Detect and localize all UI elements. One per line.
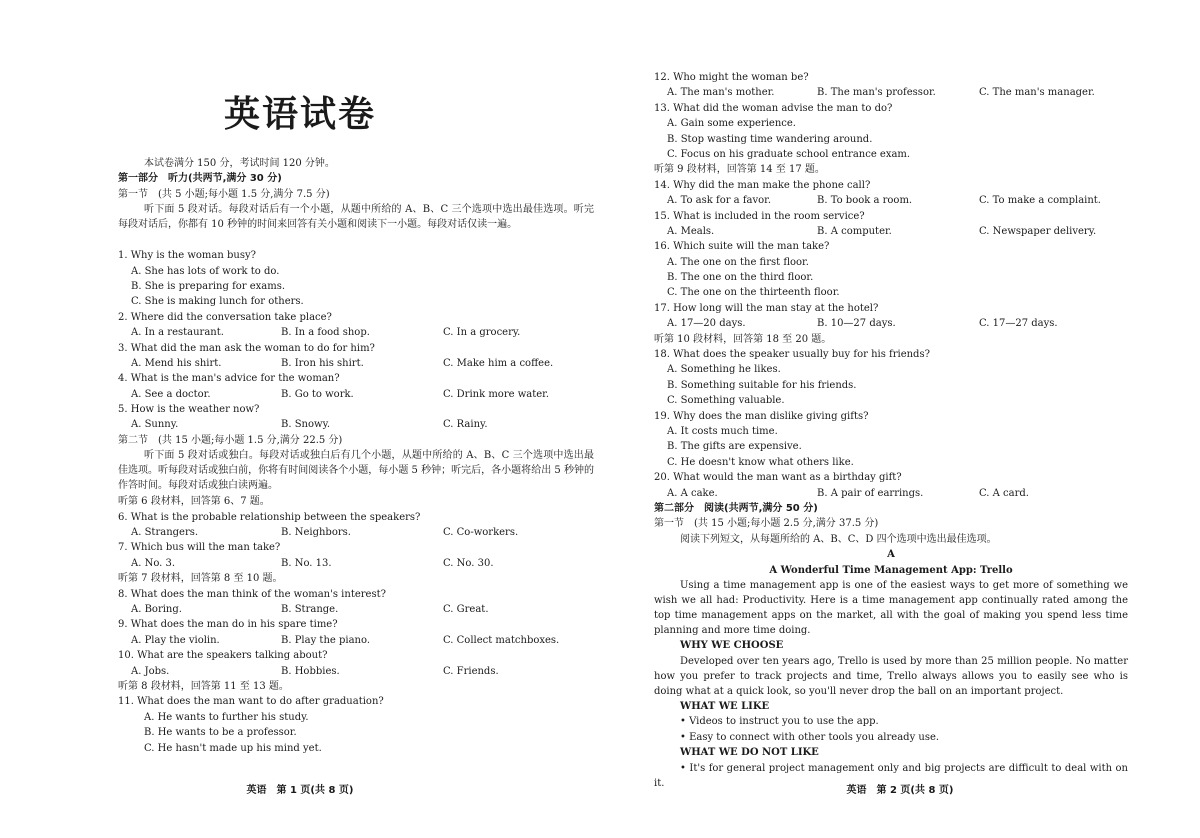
question-6: 6. What is the probable relationship between the speakers?	[118, 511, 421, 523]
options-row	[118, 325, 594, 340]
options-row	[654, 316, 1128, 331]
option: B. The one on the third floor.	[667, 272, 814, 284]
section2-instructions: 听下面 5 段对话或独白。每段对话或独白后有几个小题，从题中所给的 A、B、C 三个选项中选出最佳选项。听每段对话或独白前，你将有时间阅读各个小题，每小题 5 秒钟；听完后，各小题将给出 5 秒钟的作答时间。每段对话或独白读两遍。	[118, 450, 594, 492]
material-10: 听第 10 段材料，回答第 18 至 20 题。	[654, 333, 832, 345]
option: C. Rainy.	[443, 419, 488, 431]
option: B. Play the piano.	[281, 634, 371, 646]
option: B. 10—27 days.	[817, 318, 896, 330]
question-20: 20. What would the man want as a birthday gift?	[654, 472, 902, 484]
options-row	[654, 85, 1128, 100]
exam-page-2	[600, 0, 1200, 838]
question-16: 16. Which suite will the man take?	[654, 241, 830, 253]
passage-letter: A	[887, 549, 895, 561]
options-row	[118, 525, 594, 540]
options-row	[654, 224, 1128, 239]
option: A. The one on the first floor.	[667, 256, 809, 268]
option: A. A cake.	[667, 487, 718, 499]
question-19: 19. Why does the man dislike giving gifts?	[654, 410, 869, 422]
question-3: 3. What did the man ask the woman to do for him?	[118, 342, 375, 354]
option: B. Neighbors.	[281, 527, 351, 539]
option: C. A card.	[979, 487, 1029, 499]
heading-what-we-like: WHAT WE LIKE	[680, 700, 770, 712]
option: B. The gifts are expensive.	[667, 441, 802, 453]
passage-paragraph-2: Developed over ten years ago, Trello is used by more than 25 million people. No matter how you prefer to track projects and time, Trello always allows you to easily see who is doing what at a quick look, so you'll never drop the ball on an important project.	[654, 655, 1128, 697]
option: B. Stop wasting time wandering around.	[667, 133, 873, 145]
option: A. To ask for a favor.	[667, 195, 772, 207]
material-9: 听第 9 段材料，回答第 14 至 17 题。	[654, 164, 825, 176]
like-bullet: • Videos to instruct you to use the app.	[680, 716, 879, 728]
option: C. 17—27 days.	[979, 318, 1058, 330]
option: A. Mend his shirt.	[131, 357, 222, 369]
question-11: 11. What does the man want to do after graduation?	[118, 696, 384, 708]
dislike-bullet: • It's for general project management only and big projects are difficult to deal with on it.	[654, 762, 1128, 789]
material-7: 听第 7 段材料，回答第 8 至 10 题。	[118, 573, 283, 585]
option: A. Boring.	[131, 603, 182, 615]
like-bullet: • Easy to connect with other tools you already use.	[680, 731, 940, 743]
option: C. Great.	[443, 603, 489, 615]
option: C. No. 30.	[443, 557, 494, 569]
page-1-content	[118, 156, 594, 756]
option: C. Collect matchboxes.	[443, 634, 560, 646]
option: A. Gain some experience.	[667, 118, 796, 130]
section1-instructions: 听下面 5 段对话。每段对话后有一个小题，从题中所给的 A、B、C 三个选项中选出最佳选项。听完每段对话后，你都有 10 秒钟的时间来回答有关小题和阅读下一小题。每段对话仅读一遍。	[118, 204, 594, 231]
option: B. Snowy.	[281, 419, 331, 431]
page-footer: 英语 第 1 页(共 8 页)	[246, 785, 354, 796]
option: C. In a grocery.	[443, 327, 521, 339]
question-12: 12. Who might the woman be?	[654, 72, 809, 83]
option: A. He wants to further his study.	[144, 711, 309, 723]
question-7: 7. Which bus will the man take?	[118, 542, 281, 554]
option: A. Play the violin.	[131, 634, 220, 646]
option: C. The one on the thirteenth floor.	[667, 287, 840, 299]
options-row	[654, 193, 1128, 208]
option: B. A pair of earrings.	[817, 487, 924, 499]
option: A. The man's mother.	[667, 87, 775, 99]
option: A. Sunny.	[131, 419, 179, 431]
section2-heading: 第二节 (共 15 小题;每小题 1.5 分,满分 22.5 分)	[118, 434, 343, 446]
option: C. He hasn't made up his mind yet.	[144, 742, 322, 754]
heading-what-we-do-not-like: WHAT WE DO NOT LIKE	[680, 747, 819, 759]
option: B. In a food shop.	[281, 327, 370, 339]
option: B. To book a room.	[817, 195, 913, 207]
part1-heading: 第一部分 听力(共两节,满分 30 分)	[118, 173, 282, 185]
options-row	[118, 633, 594, 648]
question-4: 4. What is the man's advice for the woman?	[118, 373, 340, 385]
options-row	[118, 664, 594, 679]
options-row	[118, 602, 594, 617]
option: C. Co-workers.	[443, 527, 519, 539]
option: B. Strange.	[281, 603, 339, 615]
question-13: 13. What did the woman advise the man to do?	[654, 102, 893, 114]
option: C. Make him a coffee.	[443, 357, 554, 369]
option: C. He doesn't know what others like.	[667, 456, 854, 468]
question-15: 15. What is included in the room service?	[654, 210, 865, 222]
question-14: 14. Why did the man make the phone call?	[654, 179, 871, 191]
option: B. He wants to be a professor.	[144, 727, 297, 739]
options-row	[654, 486, 1128, 501]
option: C. Newspaper delivery.	[979, 225, 1097, 237]
option: A. Something he likes.	[667, 364, 781, 376]
option: C. She is making lunch for others.	[131, 296, 304, 308]
page-footer: 英语 第 2 页(共 8 页)	[846, 785, 954, 796]
option: A. Meals.	[667, 225, 715, 237]
option: A. No. 3.	[131, 557, 176, 569]
question-2: 2. Where did the conversation take place?	[118, 311, 332, 323]
option: B. A computer.	[817, 225, 892, 237]
reading-section1-heading: 第一节 (共 15 小题;每小题 2.5 分,满分 37.5 分)	[654, 518, 879, 530]
option: A. See a doctor.	[131, 388, 211, 400]
option: B. Hobbies.	[281, 665, 340, 677]
heading-why-we-choose: WHY WE CHOOSE	[680, 640, 784, 652]
option: C. Friends.	[443, 665, 499, 677]
option: C. Something valuable.	[667, 395, 785, 407]
options-row	[118, 387, 594, 402]
material-8: 听第 8 段材料，回答第 11 至 13 题。	[118, 680, 289, 692]
page-2-content	[654, 70, 1128, 791]
exam-title: 英语试卷	[223, 94, 376, 135]
option: C. Drink more water.	[443, 388, 550, 400]
option: B. The man's professor.	[817, 87, 936, 99]
passage-paragraph-1: Using a time management app is one of the easiest ways to get more of something we wish we all had: Productivity. Here is a time management app continually rated among the top time management apps on the market, all with the goal of making you spend less time planning and more time doing.	[654, 579, 1128, 637]
option: C. Focus on his graduate school entrance exam.	[667, 148, 911, 160]
option: B. No. 13.	[281, 557, 332, 569]
options-row	[118, 417, 594, 432]
option: C. The man's manager.	[979, 87, 1095, 99]
question-1: 1. Why is the woman busy?	[118, 250, 256, 262]
material-6: 听第 6 段材料，回答第 6、7 题。	[118, 496, 270, 508]
part2-heading: 第二部分 阅读(共两节,满分 50 分)	[654, 502, 818, 514]
section1-heading: 第一节 (共 5 小题;每小题 1.5 分,满分 7.5 分)	[118, 188, 330, 200]
option: A. Strangers.	[131, 527, 199, 539]
option: A. 17—20 days.	[667, 318, 746, 330]
option: A. In a restaurant.	[131, 327, 224, 339]
question-10: 10. What are the speakers talking about?	[118, 650, 328, 662]
option: B. She is preparing for exams.	[131, 280, 286, 292]
question-5: 5. How is the weather now?	[118, 404, 260, 416]
question-9: 9. What does the man do in his spare time?	[118, 619, 338, 631]
option: B. Something suitable for his friends.	[667, 379, 857, 391]
options-row	[118, 356, 594, 371]
question-8: 8. What does the man think of the woman's interest?	[118, 588, 386, 600]
options-row	[118, 556, 594, 571]
option: A. It costs much time.	[667, 425, 778, 437]
option: A. She has lots of work to do.	[131, 265, 280, 277]
option: C. To make a complaint.	[979, 195, 1101, 207]
option: B. Iron his shirt.	[281, 357, 364, 369]
option: A. Jobs.	[131, 665, 170, 677]
passage-title: A Wonderful Time Management App: Trello	[769, 564, 1013, 576]
question-17: 17. How long will the man stay at the hotel?	[654, 302, 879, 314]
exam-intro: 本试卷满分 150 分，考试时间 120 分钟。	[144, 158, 335, 169]
reading-instructions: 阅读下列短文，从每题所给的 A、B、C、D 四个选项中选出最佳选项。	[680, 533, 997, 545]
option: B. Go to work.	[281, 388, 354, 400]
question-18: 18. What does the speaker usually buy for his friends?	[654, 349, 930, 361]
